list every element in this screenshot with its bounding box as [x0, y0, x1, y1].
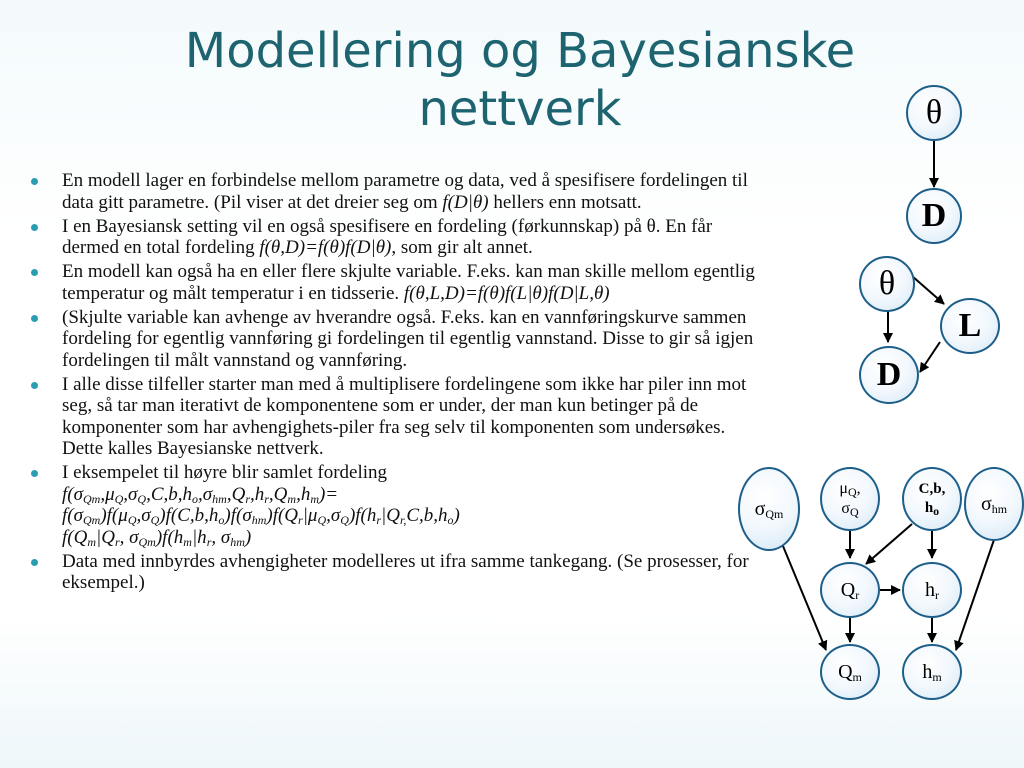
node-d-2: D [859, 346, 919, 404]
formula: f(θ,D)=f(θ)f(D|θ) [259, 237, 392, 258]
node-hr: $h_r$ [902, 562, 962, 618]
slide-title-line-2: nettverk [418, 81, 622, 137]
formula-line-3: $f(Q_m|Q_r$, $\sigma_{Qm})f(h_m|h_r$, $\sigma_{hm}$) [62, 526, 252, 549]
bullet-text: En modell lager en forbindelse mellom parametre og data, ved å spesifisere fordelingen til data gitt parametre. (Pil viser at det dreier seg om [62, 170, 748, 213]
slide-title-line-1: Modellering og Bayesianske [184, 23, 856, 79]
node-sigma-hm: $\sigma_{hm}$ [964, 467, 1024, 541]
bullet-text: , som gir alt annet. [391, 237, 533, 258]
node-hm: $h_m$ [902, 644, 962, 700]
node-d: D [906, 188, 962, 244]
bullet-text: I en Bayesiansk setting vil en også spesifisere en fordeling (førkunnskap) på θ. En får dermed en total fordeling [62, 215, 713, 258]
bullet-text: (Skjulte variable kan avhenge av hverandre også. F.eks. kan en vannføringskurve sammen fordeling for egentlig vannføring gi fordelingen til egentlig vannstand. Disse to gir så igjen fordelingen til målt vannstand og vannføring. [62, 306, 754, 371]
node-sigma-qm: $\sigma_{Qm}$ [738, 467, 800, 551]
node-qr: $Q_r$ [820, 562, 880, 618]
bullet-text: Data med innbyrdes avhengigheter modelleres ut ifra samme tankegang. (Se prosesser, for eksempel.) [62, 550, 749, 593]
arrow-cbh-to-qm [866, 524, 912, 564]
bullet-text: I eksempelet til høyre blir samlet fordeling [62, 462, 388, 483]
arrow-shm-to-hm [956, 534, 996, 650]
bullet-text: hellers enn motsatt. [488, 191, 642, 213]
formula-line-1: $f(\sigma_{Qm},\mu_Q,\sigma_Q,C,b,h_o,\sigma_{hm},Q_r,h_r,Q_m,h_m)=$ [62, 483, 339, 506]
formula: f(θ,L,D)=f(θ)f(L|θ)f(D|L,θ) [403, 282, 610, 304]
node-qm: $Q_m$ [820, 644, 880, 700]
node-c-b-ho: C,b, $h_o$ [902, 467, 962, 531]
node-theta: θ [906, 85, 962, 141]
bullet-text: I alle disse tilfeller starter man med å multiplisere fordelingene som ikke har piler inn mot seg, så tar man iterativt de komponentene som er under, der man kun betinger på de komponenter som har avhengighets-piler fra seg selv til komponenten som undersøkes. Dette kalles Bayesianske nettverk. [62, 373, 747, 459]
arrow-theta-to-l [912, 276, 944, 304]
node-l: L [940, 298, 1000, 354]
formula: f(D|θ) [442, 191, 489, 213]
arrow-l-to-d [920, 342, 940, 372]
node-theta-2: θ [859, 256, 915, 312]
arrow-sqm-to-qm [778, 534, 826, 650]
formula-line-2: $f(\sigma_{Qm})f(\mu_Q,\sigma_Q)f(C,b,h_o)f(\sigma_{hm})f(Q_r|\mu_Q,\sigma_Q)f(h_r|Q_{r,}C,b,h_o)$ [62, 505, 460, 527]
bullet-text: En modell kan også ha en eller flere skjulte variable. F.eks. kan man skille mellom egentlig temperatur og målt temperatur i en tidsserie. [62, 261, 755, 304]
node-mu-sigma-q: $\mu_Q$, $\sigma_Q$ [820, 467, 880, 531]
